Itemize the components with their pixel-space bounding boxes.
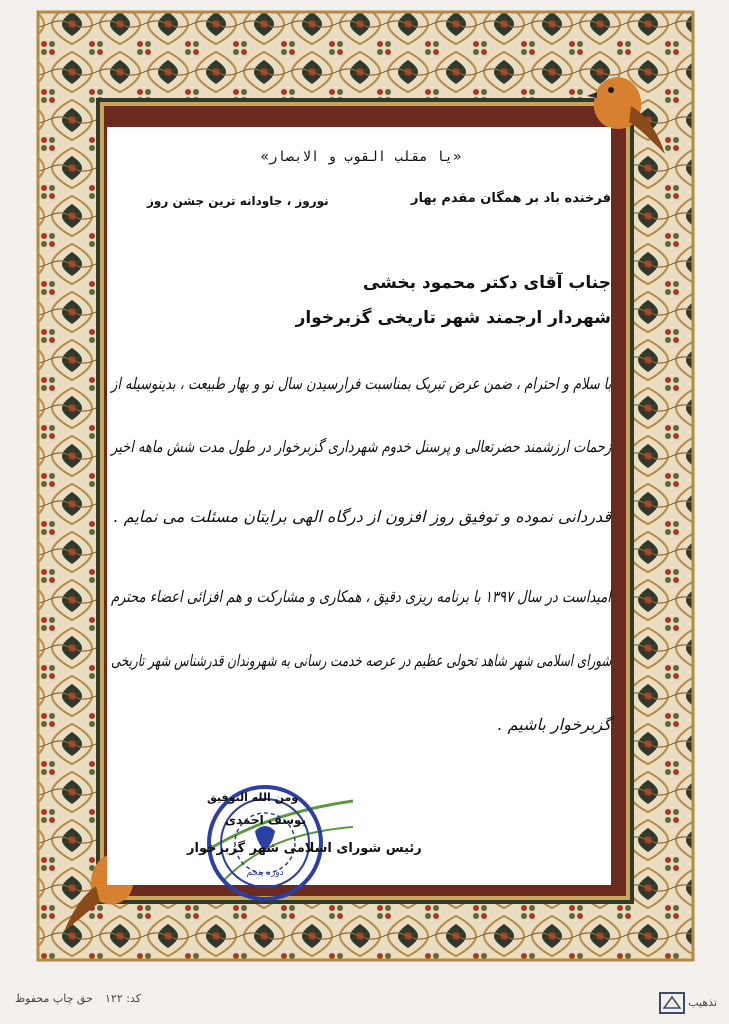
body-line: امیداست در سال ۱۳۹۷ با برنامه ریزی دقیق ، همکاری و مشارکت و هم افزائی اعضاء محترم	[111, 587, 611, 606]
invocation-line: «یا مقلب القوب و الابصار»	[260, 149, 462, 165]
copyright-note: حق چاپ محفوظ	[15, 992, 93, 1005]
recipient-title: شهردار ارجمند شهر تاریخی گزبرخوار	[295, 308, 611, 328]
stamp-label: دوره پنجم	[246, 868, 284, 878]
signer-title: رئیس شورای اسلامی شهر گزبرخوار	[187, 841, 422, 856]
body-line: با سلام و احترام ، ضمن عرض تبریک بمناسبت فرارسیدن سال نو و بهار طبیعت ، بدینوسیله از	[110, 374, 611, 393]
closing-phrase: ومن الله التوفیق	[207, 791, 299, 804]
body-line: گزبرخوار باشیم .	[497, 715, 611, 734]
body-line: شورای اسلامی شهر شاهد تحولی عظیم در عرصه خدمت رسانی به شهروندان قدرشناس شهر تاریخی	[110, 651, 611, 670]
body-line: قدردانی نموده و توفیق روز افزون از درگاه الهی برایتان مسئلت می نمایم .	[113, 507, 611, 526]
body-line: زحمات ارزشمند حضرتعالی و پرسنل خدوم شهرداری گزبرخوار در طول مدت شش ماهه اخیر	[111, 437, 611, 456]
publisher-logo	[659, 992, 717, 1014]
letter-sheet	[107, 127, 611, 885]
greeting-nowruz: نوروز ، جاودانه ترین جشن روز	[147, 194, 329, 208]
print-code: کد: ۱۲۲	[105, 992, 141, 1005]
recipient-name: جناب آقای دکتر محمود بخشی	[362, 273, 611, 293]
signer-name: یوسف احمدی	[225, 813, 307, 827]
greeting-spring: فرخنده باد بر همگان مقدم بهار	[410, 191, 611, 206]
publisher-logo-icon	[659, 992, 685, 1014]
publisher-label: تذهیب	[688, 996, 717, 1009]
